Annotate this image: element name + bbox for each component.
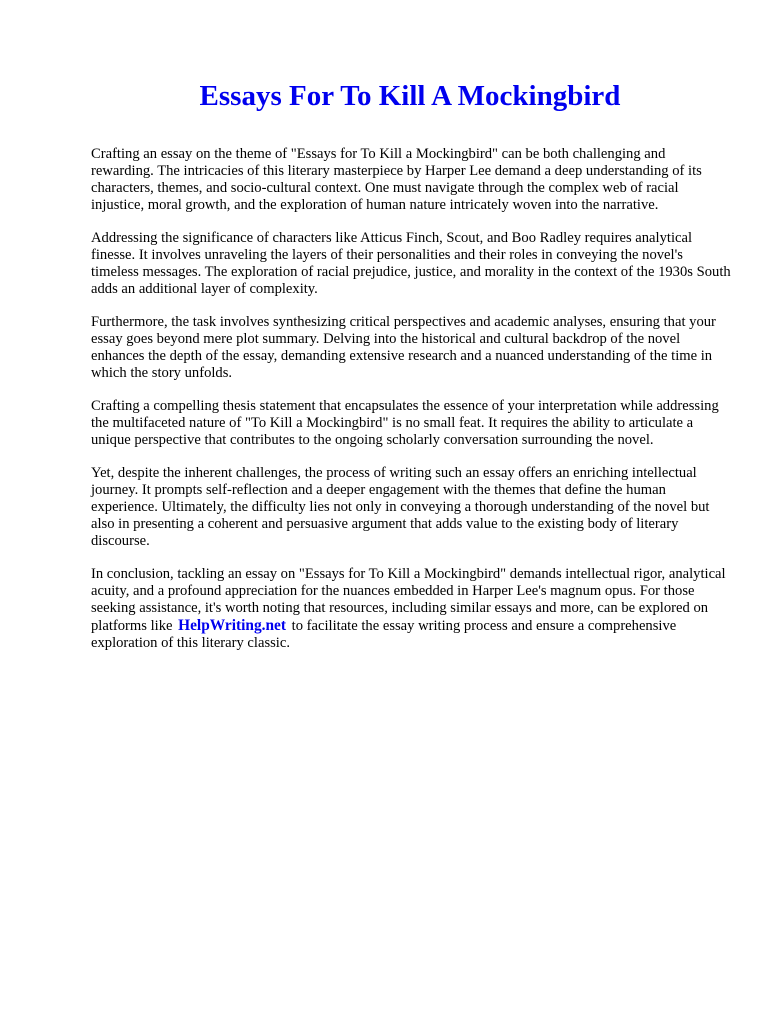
- page-title: Essays For To Kill A Mockingbird: [199, 80, 621, 112]
- paragraph-2: Addressing the significance of characters like Atticus Finch, Scout, and Boo Radley requires analytical finesse. It involves unraveling the layers of their personalities and their roles in conveying the novel's timeless messages. The exploration of racial prejudice, justice, and morality in the context of the 1930s South adds an additional layer of complexity.: [91, 230, 731, 297]
- helpwriting-link[interactable]: HelpWriting.net: [178, 617, 287, 634]
- document-body: [91, 146, 731, 668]
- conclusion-text-before-link: In conclusion, tackling an essay on "Essays for To Kill a Mockingbird" demands intellectual rigor, analytical acuity, and a profound appreciation for the nuances embedded in Harper Lee's magnum opus. For those seeking assistance, it's worth noting that resources, including similar essays and more, can be explored on platforms like: [91, 566, 726, 634]
- paragraph-5: Yet, despite the inherent challenges, the process of writing such an essay offers an enriching intellectual journey. It prompts self-reflection and a deeper engagement with the themes that define the human experience. Ultimately, the difficulty lies not only in conveying a thorough understanding of the novel but also in presenting a coherent and persuasive argument that adds value to the existing body of literary discourse.: [91, 465, 710, 549]
- conclusion-paragraph: [91, 566, 731, 652]
- conclusion-text-after-link: to facilitate the essay writing process and ensure a comprehensive exploration of this literary classic.: [91, 618, 677, 651]
- paragraph-3: Furthermore, the task involves synthesizing critical perspectives and academic analyses, ensuring that your essay goes beyond mere plot summary. Delving into the historical and cultural backdrop of the novel enhances the depth of the essay, demanding extensive research and a nuanced understanding of the time in which the story unfolds.: [91, 314, 716, 381]
- paragraph-4: Crafting a compelling thesis statement that encapsulates the essence of your interpretation while addressing the multifaceted nature of "To Kill a Mockingbird" is no small feat. It requires the ability to articulate a unique perspective that contributes to the ongoing scholarly conversation surrounding the novel.: [91, 398, 719, 448]
- paragraph-1: Crafting an essay on the theme of "Essays for To Kill a Mockingbird" can be both challenging and rewarding. The intricacies of this literary masterpiece by Harper Lee demand a deep understanding of its characters, themes, and socio-cultural context. One must navigate through the complex web of racial injustice, moral growth, and the exploration of human nature intricately woven into the narrative.: [91, 146, 702, 213]
